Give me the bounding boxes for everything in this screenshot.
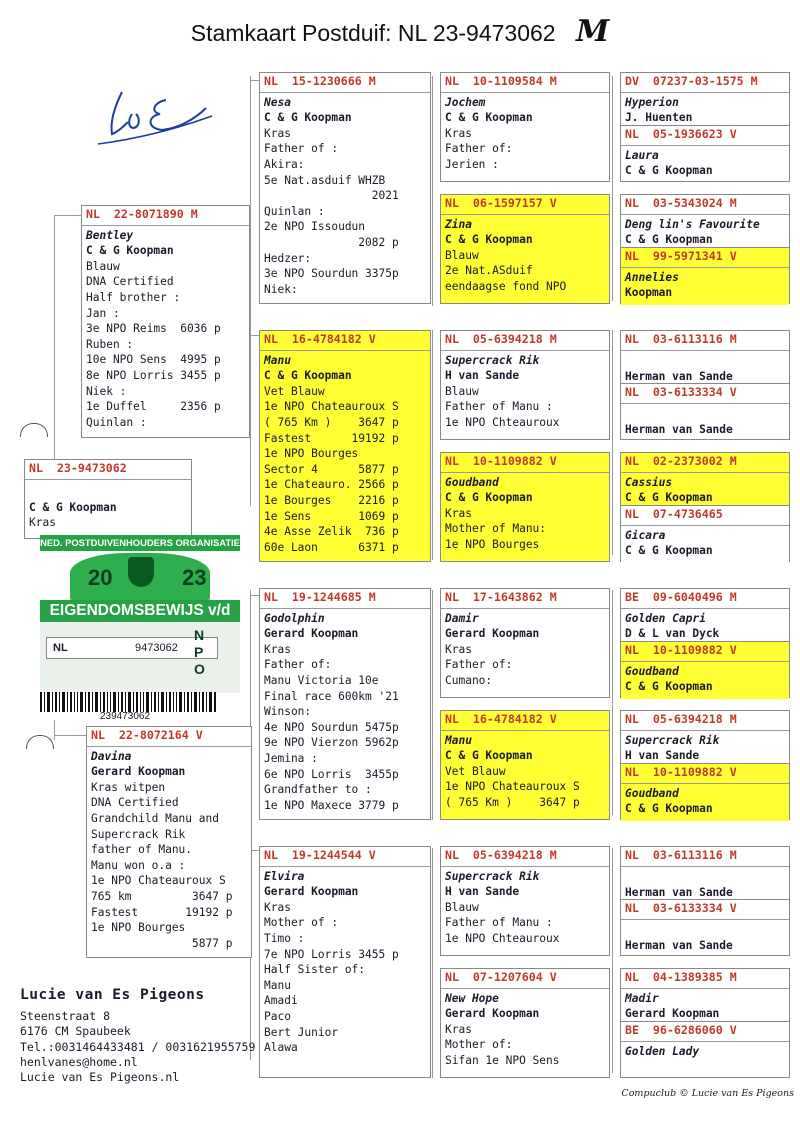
ggp-name: Supercrack Rik — [445, 869, 540, 883]
gggp-female-owner: C & G Koopman — [625, 680, 713, 694]
gggp-female-ring: NL 10-1109882 V — [621, 642, 789, 662]
footer-brand: Lucie van Es Pigeons — [20, 987, 205, 1003]
ggp-line: eendaagse fond NPO — [445, 279, 567, 293]
ggp-owner: C & G Koopman — [445, 491, 533, 505]
gp-line: Hedzer: — [264, 251, 312, 265]
gp-line: Niek: — [264, 282, 298, 296]
father-line: Blauw — [86, 259, 120, 273]
gggp-female-name: Goudband — [625, 664, 679, 678]
father-name: Bentley — [86, 228, 134, 242]
gp-line: 2082 p — [264, 235, 399, 249]
grandparent-box — [259, 846, 431, 1078]
connector — [612, 330, 613, 555]
ggp-owner: H van Sande — [445, 369, 520, 383]
gggp-female-ring: NL 07-4736465 — [621, 506, 789, 526]
gggp-male-name: Deng lin's Favourite — [625, 217, 760, 231]
gggp-female-name: Annelies — [625, 270, 679, 284]
gp-line: 1e Chateauro. 2566 p — [264, 478, 399, 492]
barcode-number: 239473062 — [99, 711, 151, 722]
footer-email: henlvanes@home.nl — [20, 1054, 138, 1069]
ggp-name: Jochem — [445, 95, 486, 109]
title-prefix: Stamkaart Postduif: — [190, 20, 392, 46]
ggp-box — [440, 330, 610, 440]
gp-line: Paco — [264, 1009, 291, 1023]
gp-line: Manu Victoria 10e — [264, 673, 379, 687]
ggp-ring: NL 10-1109584 M — [441, 73, 609, 93]
gp-line: 2e NPO Issoudun — [264, 220, 366, 234]
mother-line: Kras witpen — [91, 780, 166, 794]
gp-owner: Gerard Koopman — [264, 885, 359, 899]
ggp-line: Blauw — [445, 248, 479, 262]
gggp-female-name: Golden Lady — [625, 1044, 700, 1058]
father-line: 1e Duffel 2356 p — [86, 400, 221, 414]
gggp-female-name: Gicara — [625, 528, 666, 542]
gggp-male-ring: NL 05-6394218 M — [621, 711, 789, 731]
ggp-name: Manu — [445, 733, 472, 747]
gp-line: Kras — [264, 900, 291, 914]
ggp-name: Goudband — [445, 475, 499, 489]
gggp-male-owner: Herman van Sande — [625, 885, 733, 899]
gggp-female-ring: NL 99-5971341 V — [621, 248, 789, 268]
gp-line: 5e Nat.asduif WHZB — [264, 173, 386, 187]
gggp-female-owner: Herman van Sande — [625, 938, 733, 952]
mother-line: Supercrack Rik — [91, 827, 186, 841]
gp-line: Akira: — [264, 157, 305, 171]
mother-owner: Gerard Koopman — [91, 765, 186, 779]
gggp-male-owner: C & G Koopman — [625, 233, 713, 247]
gp-owner: Gerard Koopman — [264, 627, 359, 641]
ring-ownership-card — [40, 535, 240, 693]
ggp-owner: C & G Koopman — [445, 749, 533, 763]
ggp-owner: C & G Koopman — [445, 233, 533, 247]
gp-line: Quinlan : — [264, 204, 325, 218]
gp-line: Grandfather to : — [264, 783, 372, 797]
ggp-line: Father of Manu : — [445, 916, 553, 930]
gp-line: 1e Bourges 2216 p — [264, 493, 399, 507]
main-color: Kras — [29, 516, 56, 530]
gp-line: 1e NPO Bourges — [264, 447, 359, 461]
footer-website: Lucie van Es Pigeons.nl — [20, 1070, 180, 1085]
gggp-female-ring: NL 03-6133334 V — [621, 384, 789, 404]
gp-name: Godolphin — [264, 611, 325, 625]
father-line: 8e NPO Lorris 3455 p — [86, 368, 221, 382]
mother-name: Davina — [91, 749, 132, 763]
gp-name: Elvira — [264, 869, 305, 883]
ggp-owner: C & G Koopman — [445, 111, 533, 125]
gp-line: Amadi — [264, 994, 298, 1008]
card-ring-field — [46, 637, 218, 659]
gggp-female-ring: BE 96-6286060 V — [621, 1022, 789, 1042]
gp-line: Final race 600km '21 — [264, 689, 399, 703]
gggp-pair-box — [620, 588, 790, 698]
gggp-male-owner: J. Huenten — [625, 111, 693, 125]
father-line: Ruben : — [86, 337, 134, 351]
ggp-box — [440, 588, 610, 698]
mother-ring: NL 22-8072164 V — [87, 727, 251, 747]
gp-line: 1e Sens 1069 p — [264, 509, 399, 523]
mother-line: 1e NPO Bourges — [91, 921, 186, 935]
ggp-line: Jerien : — [445, 157, 499, 171]
father-line: Niek : — [86, 384, 127, 398]
gp-line: Father of : — [264, 142, 339, 156]
gp-owner: C & G Koopman — [264, 369, 352, 383]
gggp-female-owner: Koopman — [625, 286, 673, 300]
gggp-male-owner: H van Sande — [625, 749, 700, 763]
ggp-line: Mother of Manu: — [445, 522, 547, 536]
gggp-male-ring: NL 03-5343024 M — [621, 195, 789, 215]
ggp-box — [440, 710, 610, 820]
connector — [432, 590, 433, 820]
father-line: Jan : — [86, 306, 120, 320]
gp-line: ( 765 Km ) 3647 p — [264, 415, 399, 429]
mother-line: DNA Certified — [91, 796, 179, 810]
ggp-box — [440, 452, 610, 562]
gggp-female-owner: C & G Koopman — [625, 802, 713, 816]
ggp-line: Kras — [445, 1022, 472, 1036]
father-ring: NL 22-8071890 M — [82, 206, 249, 226]
punch-hole — [20, 423, 48, 437]
gggp-female-ring: NL 10-1109882 V — [621, 764, 789, 784]
main-owner: C & G Koopman — [29, 500, 117, 514]
gggp-pair-box — [620, 72, 790, 182]
gp-line: 7e NPO Lorris 3455 p — [264, 947, 399, 961]
gp-line: Kras — [264, 642, 291, 656]
ggp-box — [440, 846, 610, 956]
gp-line: Jemina : — [264, 751, 318, 765]
ggp-line: 1e NPO Chteauroux — [445, 415, 560, 429]
ggp-owner: Gerard Koopman — [445, 1007, 540, 1021]
gp-ring: NL 19-1244685 M — [260, 589, 430, 609]
gggp-male-name: Cassius — [625, 475, 673, 489]
mother-line: 765 km 3647 p — [91, 889, 233, 903]
gggp-male-owner: Herman van Sande — [625, 369, 733, 383]
mother-line: Manu won o.a : — [91, 858, 186, 872]
gp-line: Half Sister of: — [264, 963, 366, 977]
gp-line: Winson: — [264, 705, 312, 719]
ggp-line: 1e NPO Bourges — [445, 537, 540, 551]
gp-line: Kras — [264, 126, 291, 140]
ggp-box — [440, 968, 610, 1078]
gp-name: Nesa — [264, 95, 291, 109]
shield-icon — [128, 557, 154, 587]
ggp-box — [440, 72, 610, 182]
ggp-line: Kras — [445, 642, 472, 656]
connector — [612, 590, 613, 815]
gggp-male-ring: DV 07237-03-1575 M — [621, 73, 789, 93]
connector — [612, 76, 613, 301]
ggp-box — [440, 194, 610, 304]
ggp-line: 1e NPO Chateauroux S — [445, 780, 580, 794]
gggp-male-name: Golden Capri — [625, 611, 706, 625]
punch-hole — [26, 735, 54, 749]
ggp-line: ( 765 Km ) 3647 p — [445, 795, 580, 809]
connector — [54, 215, 82, 216]
father-owner: C & G Koopman — [86, 244, 174, 258]
connector — [54, 735, 86, 736]
mother-line: father of Manu. — [91, 843, 193, 857]
gggp-pair-box — [620, 846, 790, 956]
gp-line: Alawa — [264, 1041, 298, 1055]
gggp-female-owner: C & G Koopman — [625, 164, 713, 178]
gp-line: Bert Junior — [264, 1025, 339, 1039]
grandparent-box — [259, 588, 431, 820]
gp-line: 4e Asse Zelik 736 p — [264, 525, 399, 539]
mother-line: 5877 p — [91, 936, 233, 950]
father-line: Half brother : — [86, 290, 181, 304]
ggp-owner: Gerard Koopman — [445, 627, 540, 641]
copyright-notice: Compuclub © Lucie van Es Pigeons — [621, 1088, 794, 1099]
ggp-line: Blauw — [445, 384, 479, 398]
ggp-line: Kras — [445, 506, 472, 520]
gggp-male-ring: NL 03-6113116 M — [621, 331, 789, 351]
ggp-line: Father of: — [445, 142, 513, 156]
card-year-b: 23 — [182, 565, 207, 590]
connector — [54, 720, 55, 740]
footer-phone: Tel.:0031464433481 / 0031621955759 — [20, 1039, 256, 1054]
gggp-female-name: Laura — [625, 148, 659, 162]
mother-box — [86, 726, 252, 958]
gggp-male-owner: Gerard Koopman — [625, 1007, 720, 1021]
ggp-name: Supercrack Rik — [445, 353, 540, 367]
connector — [432, 330, 433, 560]
ggp-name: Damir — [445, 611, 479, 625]
ggp-name: Zina — [445, 217, 472, 231]
gggp-pair-box — [620, 452, 790, 562]
ggp-line: 1e NPO Chteauroux — [445, 931, 560, 945]
ggp-line: Blauw — [445, 900, 479, 914]
father-line: DNA Certified — [86, 275, 174, 289]
ggp-ring: NL 05-6394218 M — [441, 331, 609, 351]
card-org: NED. POSTDUIVENHOUDERS ORGANISATIE — [40, 535, 240, 551]
father-line: 3e NPO Reims 6036 p — [86, 322, 221, 336]
gggp-female-owner: C & G Koopman — [625, 544, 713, 558]
mother-line: Grandchild Manu and — [91, 811, 219, 825]
gggp-male-ring: BE 09-6040496 M — [621, 589, 789, 609]
footer-street: Steenstraat 8 — [20, 1009, 111, 1024]
ggp-line: Cumano: — [445, 673, 493, 687]
gp-line: Fastest 19192 p — [264, 431, 399, 445]
gggp-male-ring: NL 02-2373002 M — [621, 453, 789, 473]
gp-line: 9e NPO Vierzon 5962p — [264, 736, 399, 750]
connector — [54, 215, 55, 460]
page-title — [0, 14, 800, 49]
card-year-a: 20 — [88, 565, 113, 590]
gggp-male-name: Madir — [625, 991, 659, 1005]
gp-owner: C & G Koopman — [264, 111, 352, 125]
gggp-female-name: Goudband — [625, 786, 679, 800]
connector — [612, 848, 613, 1073]
gggp-male-name: Supercrack Rik — [625, 733, 720, 747]
ggp-line: Kras — [445, 126, 472, 140]
ggp-line: Vet Blauw — [445, 764, 506, 778]
gp-line: Vet Blauw — [264, 384, 325, 398]
gp-line: Mother of : — [264, 916, 339, 930]
gggp-pair-box — [620, 968, 790, 1078]
main-ring: NL 23-9473062 — [25, 460, 191, 480]
gp-line: 1e NPO Chateauroux S — [264, 400, 399, 414]
gggp-pair-box — [620, 710, 790, 820]
ggp-ring: NL 06-1597157 V — [441, 195, 609, 215]
footer-contact — [20, 988, 255, 1085]
ggp-owner: H van Sande — [445, 885, 520, 899]
ggp-line: Mother of: — [445, 1038, 513, 1052]
gggp-pair-box — [620, 330, 790, 440]
connector — [432, 76, 433, 306]
gp-line: 2021 — [264, 189, 399, 203]
title-ring: NL 23-9473062 — [397, 20, 556, 46]
ggp-ring: NL 16-4784182 V — [441, 711, 609, 731]
title-sex: M — [576, 14, 610, 49]
ggp-line: Father of Manu : — [445, 400, 553, 414]
gp-line: 3e NPO Sourdun 3375p — [264, 267, 399, 281]
father-line: Quinlan : — [86, 415, 147, 429]
ggp-ring: NL 10-1109882 V — [441, 453, 609, 473]
gp-line: Timo : — [264, 931, 305, 945]
ggp-ring: NL 17-1643862 M — [441, 589, 609, 609]
gp-line: Father of: — [264, 658, 332, 672]
handwritten-signature — [88, 86, 218, 146]
grandparent-box — [259, 72, 431, 304]
npo-logo: N P O — [194, 627, 205, 677]
gp-line: 6e NPO Lorris 3455p — [264, 767, 399, 781]
gp-name: Manu — [264, 353, 291, 367]
gp-ring: NL 19-1244544 V — [260, 847, 430, 867]
gggp-male-name: Hyperion — [625, 95, 679, 109]
card-number: 9473062 — [135, 642, 178, 654]
main-pigeon-box — [24, 459, 192, 539]
gggp-male-ring: NL 03-6113116 M — [621, 847, 789, 867]
grandparent-box — [259, 330, 431, 562]
card-title: EIGENDOMSBEWIJS v/d — [40, 600, 240, 622]
mother-line: 1e NPO Chateauroux S — [91, 874, 226, 888]
gggp-male-owner: D & L van Dyck — [625, 627, 720, 641]
gggp-male-owner: C & G Koopman — [625, 491, 713, 505]
ggp-line: Father of: — [445, 658, 513, 672]
ggp-name: New Hope — [445, 991, 499, 1005]
father-box — [81, 205, 250, 438]
barcode — [40, 692, 240, 712]
ggp-line: 2e Nat.ASduif — [445, 264, 533, 278]
gggp-male-ring: NL 04-1389385 M — [621, 969, 789, 989]
gggp-pair-box — [620, 194, 790, 304]
gp-line: 60e Laon 6371 p — [264, 540, 399, 554]
ggp-line: Sifan 1e NPO Sens — [445, 1053, 560, 1067]
gp-line: 1e NPO Maxece 3779 p — [264, 798, 399, 812]
gggp-female-owner: Herman van Sande — [625, 422, 733, 436]
footer-city: 6176 CM Spaubeek — [20, 1024, 131, 1039]
gggp-female-ring: NL 03-6133334 V — [621, 900, 789, 920]
gp-ring: NL 15-1230666 M — [260, 73, 430, 93]
gp-line: Manu — [264, 978, 291, 992]
connector — [250, 76, 251, 506]
gp-ring: NL 16-4784182 V — [260, 331, 430, 351]
father-line: 10e NPO Sens 4995 p — [86, 353, 221, 367]
mother-line: Fastest 19192 p — [91, 905, 233, 919]
ggp-ring: NL 05-6394218 M — [441, 847, 609, 867]
ggp-ring: NL 07-1207604 V — [441, 969, 609, 989]
gp-line: Sector 4 5877 p — [264, 462, 399, 476]
card-country: NL — [53, 642, 68, 654]
gp-line: 4e NPO Sourdun 5475p — [264, 720, 399, 734]
connector — [432, 848, 433, 1078]
gggp-female-ring: NL 05-1936623 V — [621, 126, 789, 146]
